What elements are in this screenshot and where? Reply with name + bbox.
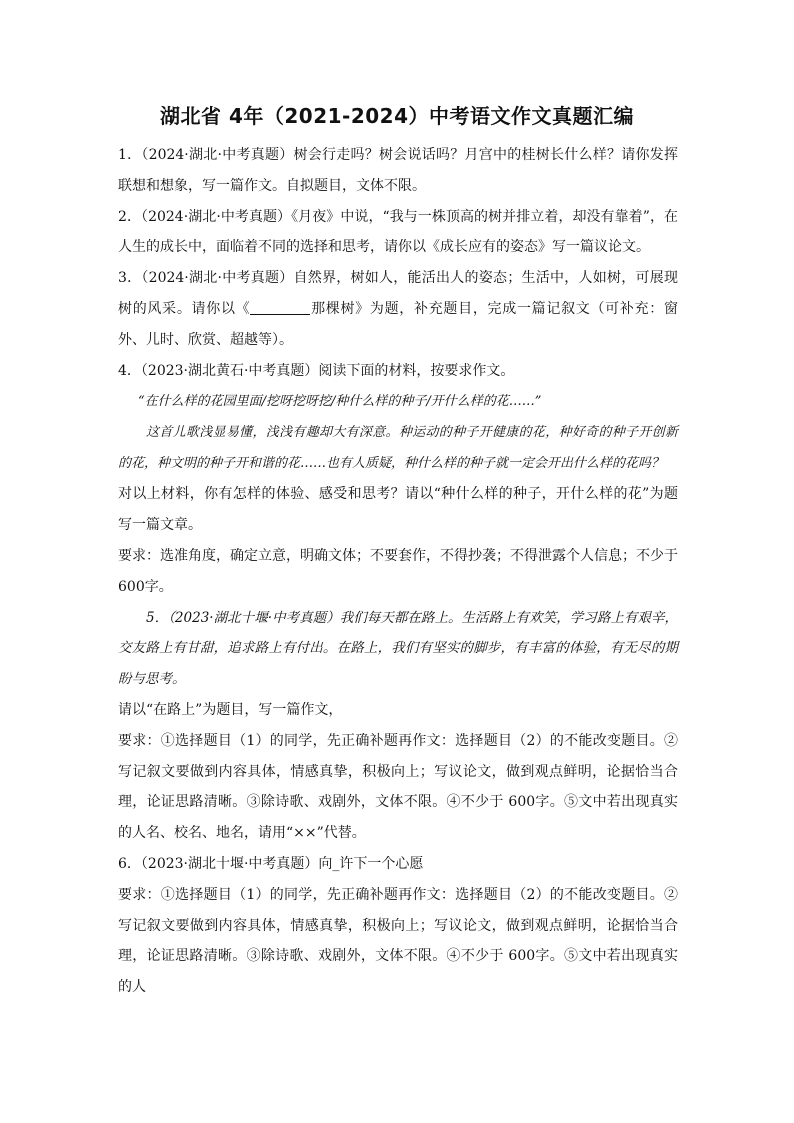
document-body (118, 140, 678, 1003)
question-6: 6．（2023·湖北十堰·中考真题）向_许下一个心愿 (118, 855, 424, 872)
question-6-requirements: 要求：①选择题目（1）的同学，先正确补题再作文：选择题目（2）的不能改变题目。②写记叙文要做到内容具体，情感真挚，积极向上；写议论文，做到观点鲜明，论据恰当合理，论证思路清晰。③除诗歌、戏剧外，文体不限。④不少于 600字。⑤文中若出现真实的人 (118, 886, 678, 996)
fill-in-blank (250, 300, 310, 315)
question-4: 4．（2023·湖北黄石·中考真题）阅读下面的材料，按要求作文。 (118, 362, 515, 379)
question-5-material: 5．（2023·湖北十堰·中考真题）我们每天都在路上。生活路上有欢笑，学习路上有艰辛，交友路上有甘甜，追求路上有付出。在路上，我们有坚实的脚步，有丰富的体验，有无尽的期盼与思考。 (118, 609, 678, 688)
question-5-prompt: 请以“在路上”为题目，写一篇作文， (118, 701, 343, 718)
question-3-part-a: 3．（2024·湖北·中考真题）自然界，树如人，能活出人的姿态；生活中，人如树，可展现树的风采。请你以《 (118, 270, 678, 317)
question-3-part-b: 那棵树》为题，补充题目，完成一篇记叙文（可补充：窗外、儿时、欣赏、超越等）。 (118, 300, 679, 348)
question-5-requirements: 要求：①选择题目（1）的同学，先正确补题再作文：选择题目（2）的不能改变题目。②写记叙文要做到内容具体，情感真挚，积极向上；写议论文，做到观点鲜明，论据恰当合理，论证思路清晰。③除诗歌、戏剧外，文体不限。④不少于 600字。⑤文中若出现真实的人名、校名、地名，请用“××”代替。 (118, 732, 678, 842)
question-4-quote: “在什么样的花园里面/挖呀挖呀挖/种什么样的种子/开什么样的花……” (138, 394, 542, 410)
question-2: 2．（2024·湖北·中考真题）《月夜》中说，“我与一株顶高的树并排立着，却没有靠着”，在人生的成长中，面临着不同的选择和思考，请你以《成长应有的姿态》写一篇议论文。 (118, 208, 678, 256)
document-title: 湖北省 4年（2021-2024）中考语文作文真题汇编 (159, 104, 634, 128)
question-4-material: 这首儿歌浅显易懂，浅浅有趣却大有深意。种运动的种子开健康的花，种好奇的种子开创新的花，种文明的种子开和谐的花……也有人质疑，种什么样的种子就一定会开出什么样的花吗？ (118, 425, 678, 472)
question-4-requirements: 要求：选准角度，确定立意，明确文体；不要套作，不得抄袭；不得泄露个人信息；不少于600字。 (118, 547, 678, 595)
question-1: 1．（2024·湖北·中考真题）树会行走吗？树会说话吗？月宫中的桂树长什么样？请你发挥联想和想象，写一篇作文。自拟题目，文体不限。 (118, 147, 678, 194)
question-3 (118, 263, 678, 355)
question-4-prompt: 对以上材料，你有怎样的体验、感受和思考？请以“种什么样的种子，开什么样的花”为题写一篇文章。 (118, 486, 678, 534)
